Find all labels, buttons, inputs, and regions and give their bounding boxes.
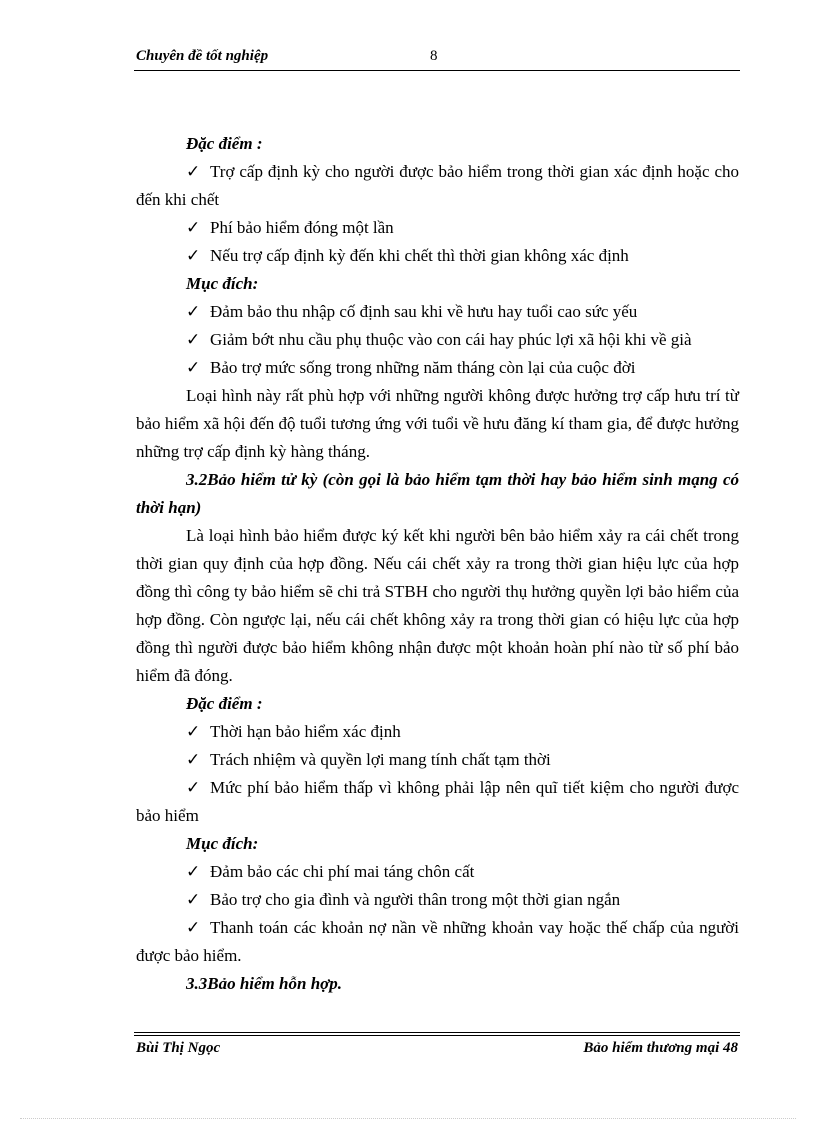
header-rule: [134, 70, 740, 71]
checkmark-icon: ✓: [186, 918, 201, 937]
checkmark-icon: ✓: [186, 246, 201, 265]
checkmark-icon: ✓: [186, 722, 201, 741]
list-item: ✓ Đảm bảo các chi phí mai táng chôn cất: [136, 858, 739, 886]
checkmark-icon: ✓: [186, 218, 201, 237]
footer-rule-inner: [134, 1035, 740, 1036]
page-number: 8: [430, 48, 438, 64]
checkmark-icon: ✓: [186, 162, 201, 181]
s1-purpose-list: [136, 298, 739, 382]
s2-paragraph: Là loại hình bảo hiểm được ký kết khi người bên bảo hiểm xảy ra cái chết trong thời gian quy định của hợp đồng. Nếu cái chết xảy ra trong thời gian hiệu lực của hợp đồng thì công ty bảo hiểm sẽ chi trả STBH cho người thụ hưởng quyền lợi bảo hiểm của hợp đồng. Còn ngược lại, nếu cái chết không xảy ra trong thời gian có hiệu lực của hợp đồng thì người được bảo hiểm không nhận được một khoản hoàn phí nào từ số phí bảo hiểm đã đóng.: [136, 526, 739, 685]
checkmark-icon: ✓: [186, 890, 201, 909]
s2-heading: 3.2Bảo hiểm tử kỳ (còn gọi là bảo hiểm tạm thời hay bảo hiểm sinh mạng có thời hạn): [136, 470, 739, 517]
checkmark-icon: ✓: [186, 778, 201, 797]
s1-paragraph: Loại hình này rất phù hợp với những người không được hưởng trợ cấp hưu trí từ bảo hiểm xã hội đến độ tuổi tương ứng với tuổi về hưu đăng kí tham gia, để được hưởng những trợ cấp định kỳ hàng tháng.: [136, 386, 739, 461]
header-title: Chuyên đề tốt nghiệp: [136, 48, 269, 64]
checkmark-icon: ✓: [186, 862, 201, 881]
list-item: ✓ Thời hạn bảo hiểm xác định: [136, 718, 739, 746]
s3-heading: 3.3Bảo hiểm hỗn hợp.: [186, 974, 343, 993]
page-edge-divider: [20, 1118, 796, 1119]
list-item: ✓ Mức phí bảo hiểm thấp vì không phải lập nên quĩ tiết kiệm cho người được bảo hiểm: [136, 774, 739, 830]
list-item: ✓ Bảo trợ cho gia đình và người thân trong một thời gian ngắn: [136, 886, 739, 914]
s1-features-heading: Đặc điểm :: [186, 134, 263, 153]
s2-purpose-heading: Mục đích:: [186, 834, 259, 853]
list-item: ✓ Nếu trợ cấp định kỳ đến khi chết thì thời gian không xác định: [136, 242, 739, 270]
checkmark-icon: ✓: [186, 358, 201, 377]
list-item: ✓ Bảo trợ mức sống trong những năm tháng còn lại của cuộc đời: [136, 354, 739, 382]
list-item: ✓ Đảm bảo thu nhập cố định sau khi về hưu hay tuổi cao sức yếu: [136, 298, 739, 326]
list-item: ✓ Thanh toán các khoản nợ nần về những khoản vay hoặc thế chấp của người được bảo hiểm.: [136, 914, 739, 970]
s1-features-list: [136, 158, 739, 270]
checkmark-icon: ✓: [186, 330, 201, 349]
s1-purpose-heading: Mục đích:: [186, 274, 259, 293]
s2-features-heading: Đặc điểm :: [186, 694, 263, 713]
s2-features-list: [136, 718, 739, 830]
list-item: ✓ Trách nhiệm và quyền lợi mang tính chất tạm thời: [136, 746, 739, 774]
footer-rule: [134, 1032, 740, 1033]
list-item: ✓ Trợ cấp định kỳ cho người được bảo hiểm trong thời gian xác định hoặc cho đến khi chết: [136, 158, 739, 214]
footer-class: Bảo hiểm thương mại 48: [583, 1040, 738, 1056]
document-body: [136, 130, 739, 998]
checkmark-icon: ✓: [186, 750, 201, 769]
checkmark-icon: ✓: [186, 302, 201, 321]
footer-author: Bùi Thị Ngọc: [136, 1040, 221, 1056]
list-item: ✓ Giảm bớt nhu cầu phụ thuộc vào con cái hay phúc lợi xã hội khi về già: [136, 326, 739, 354]
list-item: ✓ Phí bảo hiểm đóng một lần: [136, 214, 739, 242]
s2-purpose-list: [136, 858, 739, 970]
